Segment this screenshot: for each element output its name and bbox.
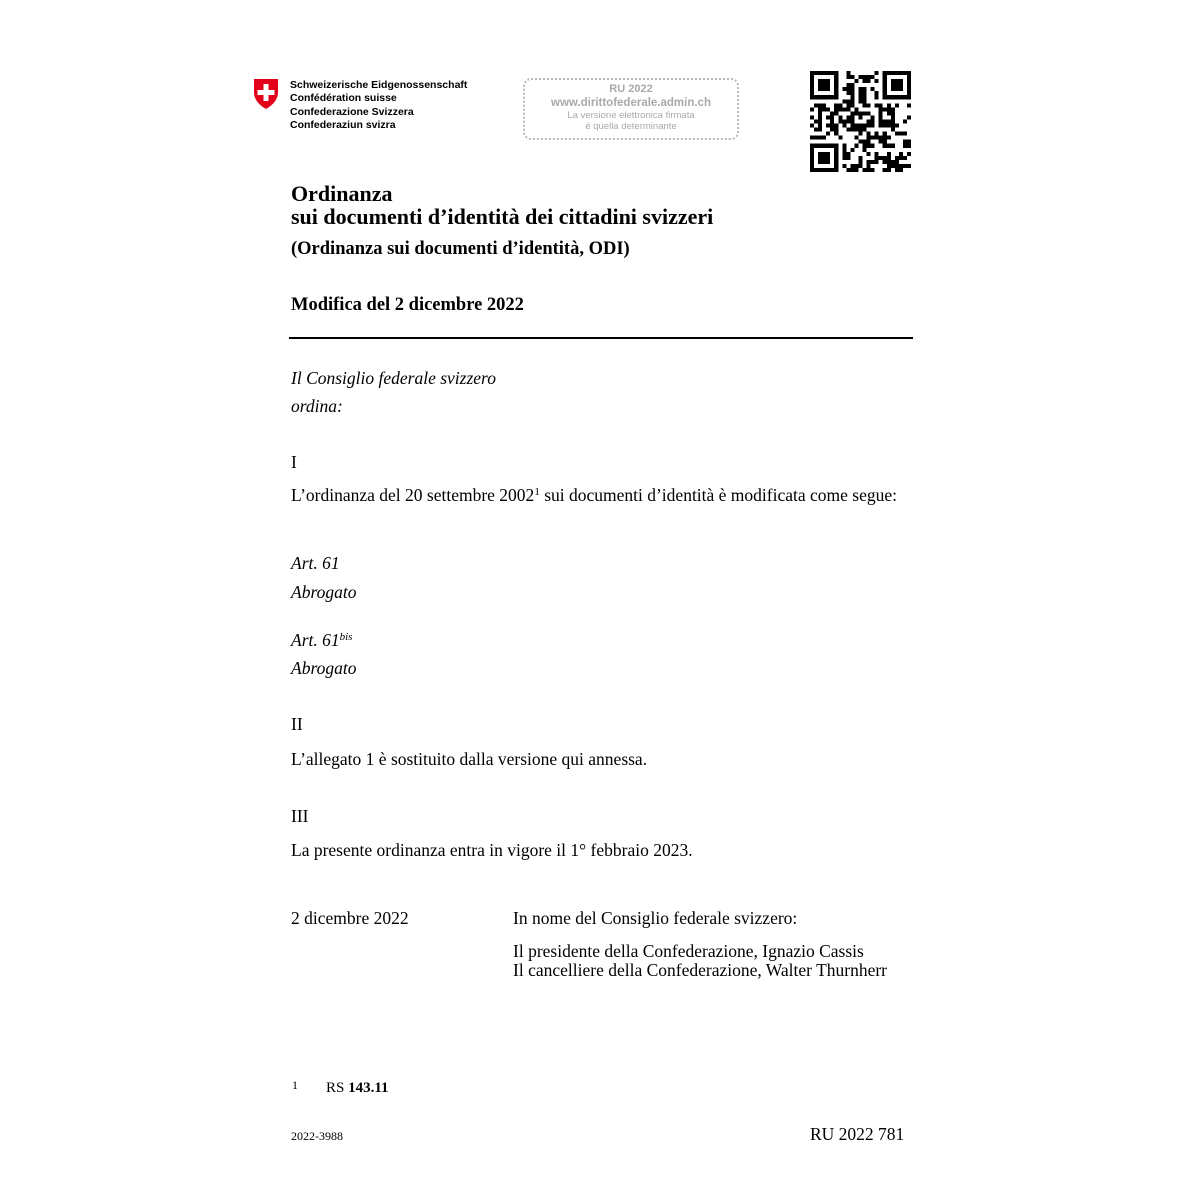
stamp-note-line2: è quella determinante bbox=[585, 121, 677, 132]
official-collection-reference: RU 2022 781 bbox=[810, 1124, 905, 1144]
article-label: Art. 61 bbox=[291, 630, 340, 650]
section-1-text-start: L’ordinanza del 20 settembre 2002 bbox=[291, 485, 535, 505]
signature-date: 2 dicembre 2022 bbox=[291, 908, 409, 928]
agency-name-rm: Confederaziun svizra bbox=[290, 118, 396, 131]
footnote-number: 1 bbox=[292, 1078, 298, 1092]
enacting-formula: ordina: bbox=[291, 396, 343, 416]
agency-name-de: Schweizerische Eidgenossenschaft bbox=[290, 79, 468, 91]
section-numeral-1: I bbox=[291, 452, 297, 472]
article-suffix: bis bbox=[339, 631, 353, 643]
footnote-reference: 1 bbox=[534, 486, 540, 498]
qr-code-icon bbox=[810, 71, 911, 172]
title-divider bbox=[289, 337, 913, 339]
document-short-title: (Ordinanza sui documenti d’identità, ODI) bbox=[291, 239, 630, 259]
document-id: 2022-3988 bbox=[291, 1129, 343, 1143]
section-1-text bbox=[291, 485, 908, 505]
article-heading bbox=[291, 553, 340, 573]
article-heading bbox=[291, 630, 352, 650]
footnote-text bbox=[326, 1080, 389, 1097]
agency-name-it: Confederazione Svizzera bbox=[290, 105, 414, 118]
modification-heading: Modifica del 2 dicembre 2022 bbox=[291, 295, 524, 315]
document-title: Ordinanza bbox=[291, 181, 393, 206]
signature-on-behalf: In nome del Consiglio federale svizzero: bbox=[513, 908, 798, 928]
section-3-text: La presente ordinanza entra in vigore il 1° febbraio 2023. bbox=[291, 840, 693, 860]
section-numeral-2: II bbox=[291, 714, 303, 734]
footnote-prefix: RS bbox=[326, 1080, 349, 1096]
article-status: Abrogato bbox=[291, 658, 357, 678]
agency-name-block bbox=[290, 79, 467, 132]
section-1-text-end: sui documenti d’identità è modificata come segue: bbox=[539, 485, 897, 505]
stamp-website: www.dirittofederale.admin.ch bbox=[551, 97, 711, 109]
agency-name-fr: Confédération suisse bbox=[290, 92, 397, 105]
article-label: Art. 61 bbox=[291, 553, 340, 573]
document-subtitle: sui documenti d’identità dei cittadini svizzeri bbox=[291, 204, 714, 229]
stamp-note-line1: La versione elettronica firmata bbox=[567, 110, 695, 121]
section-numeral-3: III bbox=[291, 806, 309, 826]
stamp-collection: RU 2022 bbox=[609, 83, 653, 95]
article-status: Abrogato bbox=[291, 582, 357, 602]
signatory-chancellor: Il cancelliere della Confederazione, Walter Thurnherr bbox=[513, 960, 888, 980]
footnote-reference-number: 143.11 bbox=[348, 1080, 389, 1096]
electronic-version-stamp bbox=[523, 78, 739, 140]
swiss-cross-shield-icon bbox=[252, 78, 280, 110]
section-2-text: L’allegato 1 è sostituito dalla versione qui annessa. bbox=[291, 749, 648, 769]
signatory-president: Il presidente della Confederazione, Ignazio Cassis bbox=[513, 941, 864, 961]
issuing-authority: Il Consiglio federale svizzero bbox=[291, 368, 496, 388]
